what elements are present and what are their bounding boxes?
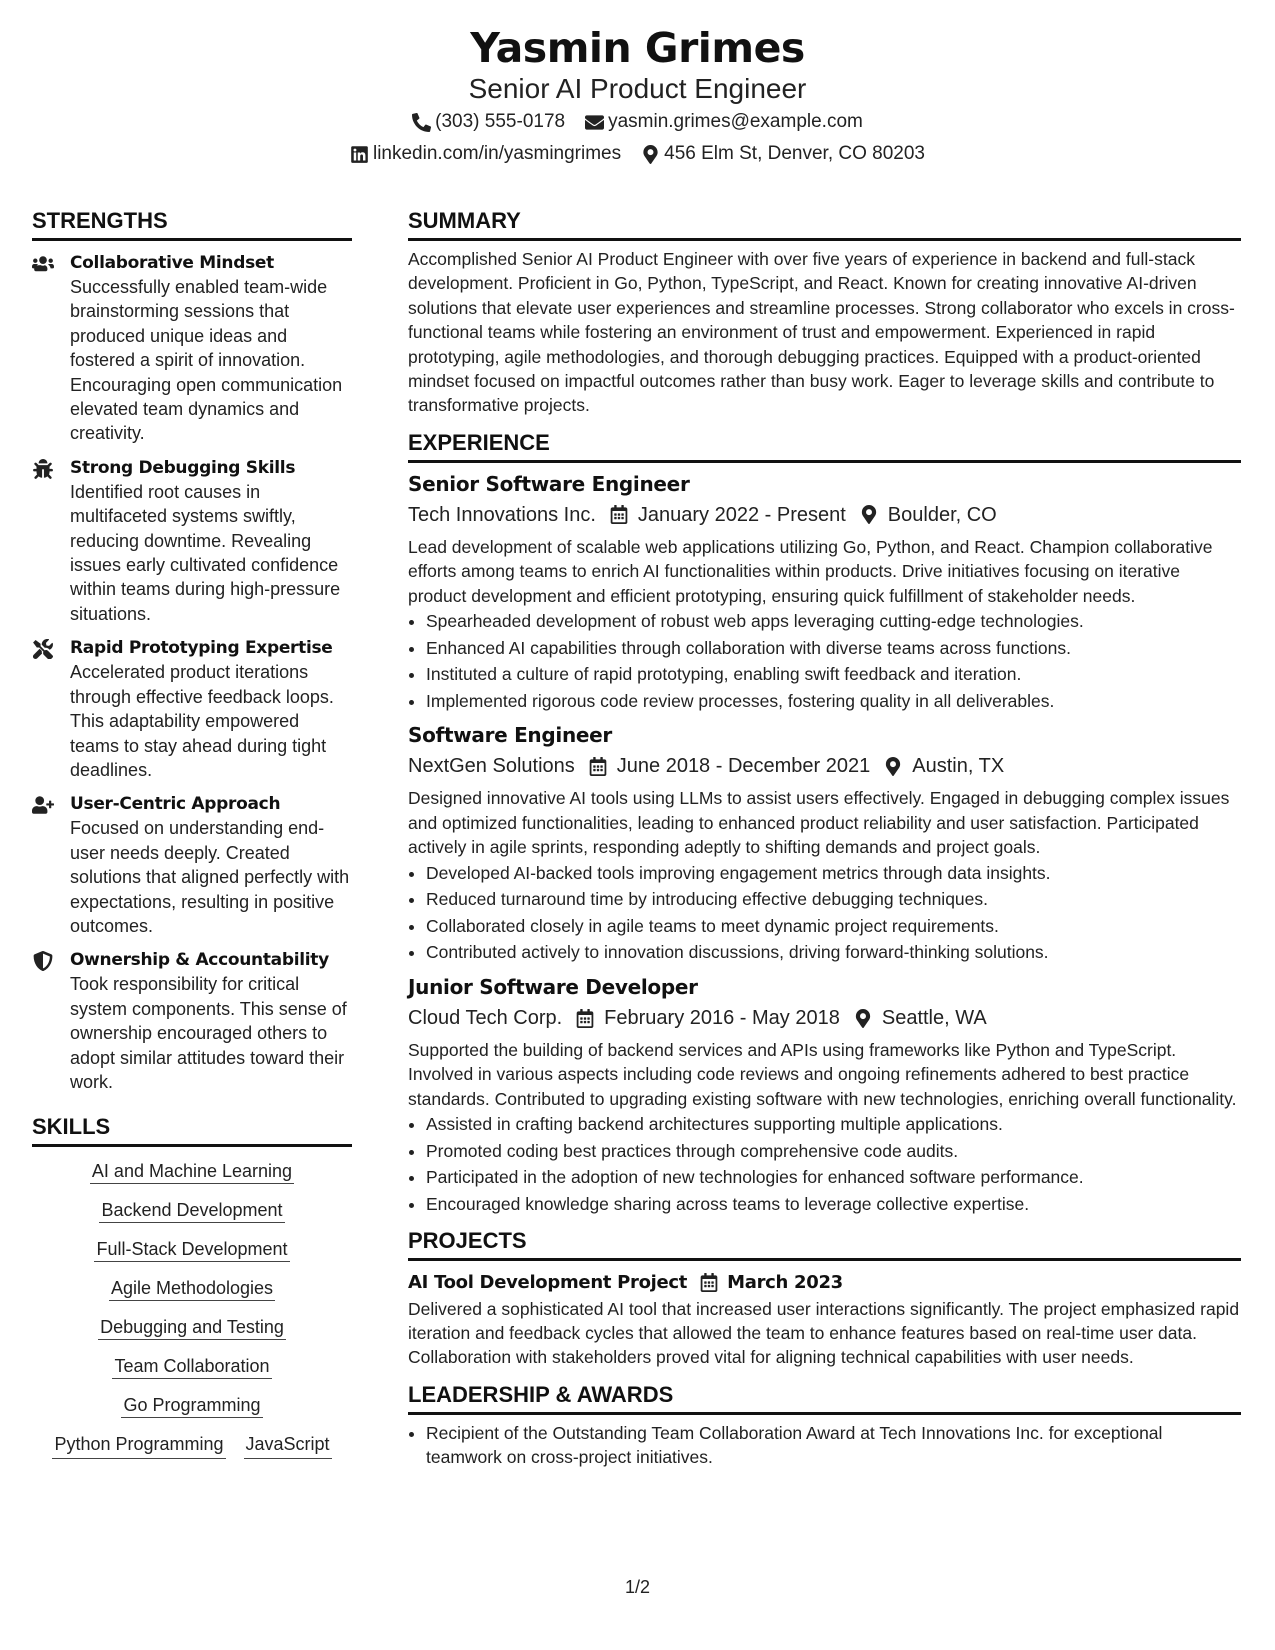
job-meta — [408, 500, 1241, 530]
skill-tag: Agile Methodologies — [109, 1278, 275, 1301]
strength-desc: Accelerated product iterations through effective feedback loops. This adaptability empowered teams to stay ahead during tight deadlines. — [70, 662, 334, 780]
address-contact — [641, 138, 925, 170]
calendar-icon — [610, 505, 628, 524]
candidate-name: Yasmin Grimes — [470, 24, 805, 72]
left-column — [32, 206, 352, 1459]
job-desc: Designed innovative AI tools using LLMs to assist users effectively. Engaged in debugging complex issues and optimized functionalities, leading to enhanced product reliability and user satisfaction. Participated actively in agile sprints, responding adeptly to shifting demands and project goals. — [408, 788, 1230, 858]
phone-contact — [412, 106, 565, 138]
contact-row-1 — [0, 106, 1275, 138]
bullet-item: • Reduced turnaround time by introducing effective debugging techniques. — [426, 886, 1241, 913]
envelope-icon — [585, 113, 604, 132]
email-contact[interactable] — [585, 106, 863, 138]
strength-desc: Identified root causes in multifaceted systems swiftly, reducing downtime. Revealing issues early cultivated confidence within teams during high-pressure situations. — [70, 481, 341, 624]
summary-text: Accomplished Senior AI Product Engineer with over five years of experience in backend and full-stack development. Proficient in Go, Python, TypeScript, and React. Known for creating innovative AI-driven solutions that elevate user experiences and streamline processes. Strong collaborator who excels in cross-functional teams while fostering an environment of trust and empowerment. Experienced in rapid prototyping, agile methodologies, and thorough debugging practices. Equipped with a product-oriented mindset focused on impactful outcomes rather than busy work. Eager to leverage skills and contribute to transformative projects. — [408, 249, 1235, 416]
bullet-item: • Contributed actively to innovation discussions, driving forward-thinking solutions. — [426, 939, 1241, 966]
linkedin-contact[interactable] — [350, 138, 621, 170]
strength-item — [32, 948, 352, 1094]
linkedin-text: linkedin.com/in/yasmingrimes — [372, 143, 622, 164]
skill-tag: Backend Development — [99, 1200, 284, 1223]
job-title: Software Engineer — [408, 723, 612, 748]
phone-text: (303) 555-0178 — [435, 111, 566, 132]
leadership-bullets — [408, 1421, 1241, 1470]
user-plus-icon — [32, 795, 54, 815]
skills-list — [32, 1159, 352, 1459]
job-entry — [408, 469, 1241, 715]
strength-title: Ownership & Accountability — [70, 950, 329, 971]
job-dates: June 2018 - December 2021 — [616, 755, 871, 778]
map-marker-icon — [641, 145, 660, 164]
strength-item — [32, 251, 352, 446]
bullet-item: • Participated in the adoption of new technologies for enhanced software performance. — [426, 1164, 1241, 1191]
bullet-item: • Recipient of the Outstanding Team Collaboration Award at Tech Innovations Inc. for exceptional teamwork on cross-project initiatives. — [426, 1421, 1241, 1470]
map-marker-icon — [854, 1009, 872, 1028]
job-location: Seattle, WA — [881, 1007, 987, 1030]
address-text: 456 Elm St, Denver, CO 80203 — [664, 143, 926, 164]
email-text: yasmin.grimes@example.com — [608, 111, 863, 132]
page-number: 1/2 — [624, 1577, 651, 1597]
users-icon — [32, 254, 54, 274]
strengths-heading: STRENGTHS — [32, 206, 352, 241]
bug-icon — [32, 459, 54, 479]
skill-tag: JavaScript — [244, 1432, 332, 1459]
bullet-item: • Implemented rigorous code review processes, fostering quality in all deliverables. — [426, 688, 1241, 715]
bullet-item: • Encouraged knowledge sharing across teams to leverage collective expertise. — [426, 1191, 1241, 1218]
calendar-icon — [576, 1009, 594, 1028]
calendar-icon — [589, 757, 607, 776]
strength-desc: Successfully enabled team-wide brainstorming sessions that produced unique ideas and fostered a spirit of innovation. Encouraging open communication elevated team dynamics and creativity. — [70, 277, 343, 444]
experience-heading: EXPERIENCE — [408, 428, 1241, 463]
bullet-item: • Enhanced AI capabilities through collaboration with diverse teams across functions. — [426, 635, 1241, 662]
tools-icon — [32, 639, 54, 659]
bullet-item: • Instituted a culture of rapid prototyping, enabling swift feedback and iteration. — [426, 661, 1241, 688]
bullet-item: • Assisted in crafting backend architectures supporting multiple applications. — [426, 1111, 1241, 1138]
job-location: Boulder, CO — [887, 503, 997, 526]
bullet-item: • Promoted coding best practices through comprehensive code audits. — [426, 1138, 1241, 1165]
bullet-item: • Spearheaded development of robust web apps leveraging cutting-edge technologies. — [426, 608, 1241, 635]
calendar-icon — [700, 1273, 718, 1292]
job-company: Tech Innovations Inc. — [408, 503, 596, 526]
job-entry — [408, 720, 1241, 966]
map-marker-icon — [860, 505, 878, 524]
skills-heading: SKILLS — [32, 1112, 352, 1147]
job-company: Cloud Tech Corp. — [408, 1007, 563, 1030]
strength-desc: Took responsibility for critical system components. This sense of ownership encouraged others to adopt similar attitudes toward their work. — [70, 974, 347, 1092]
strength-item — [32, 456, 352, 626]
summary-heading: SUMMARY — [408, 206, 1241, 241]
job-title: Senior Software Engineer — [408, 471, 690, 496]
job-bullets — [408, 1111, 1241, 1217]
strength-item — [32, 792, 352, 938]
phone-icon — [412, 113, 431, 132]
strength-desc: Focused on understanding end-user needs deeply. Created solutions that aligned perfectly with expectations, resulting in positive outcomes. — [70, 818, 350, 936]
leadership-heading: LEADERSHIP & AWARDS — [408, 1380, 1241, 1415]
job-desc: Lead development of scalable web applications utilizing Go, Python, and React. Champion collaborative efforts among teams to enrich AI functionalities within products. Drive initiatives focusing on iterative product development and efficient prototyping, ensuring quick fulfillment of stakeholder needs. — [408, 536, 1213, 606]
contact-row-2 — [0, 138, 1275, 170]
skill-tag: Team Collaboration — [112, 1356, 271, 1379]
job-bullets — [408, 608, 1241, 714]
job-location: Austin, TX — [912, 755, 1005, 778]
skill-tag: Debugging and Testing — [98, 1317, 286, 1340]
bullet-item: • Developed AI-backed tools improving engagement metrics through data insights. — [426, 860, 1241, 887]
map-marker-icon — [884, 757, 902, 776]
resume-header — [0, 22, 1275, 170]
job-entry — [408, 972, 1241, 1218]
candidate-title: Senior AI Product Engineer — [468, 73, 807, 104]
projects-heading: PROJECTS — [408, 1226, 1241, 1261]
strength-item — [32, 636, 352, 782]
project-header — [408, 1269, 1241, 1297]
skill-tag: Full-Stack Development — [94, 1239, 289, 1262]
skill-tag: Go Programming — [121, 1395, 262, 1418]
shield-icon — [32, 951, 54, 971]
job-bullets — [408, 860, 1241, 966]
job-dates: January 2022 - Present — [637, 503, 846, 526]
skill-tag: Python Programming — [52, 1432, 225, 1459]
strength-title: Collaborative Mindset — [70, 253, 274, 273]
strength-title: Strong Debugging Skills — [70, 457, 296, 478]
job-meta — [408, 751, 1241, 781]
project-desc: Delivered a sophisticated AI tool that increased user interactions significantly. The project emphasized rapid iteration and feedback cycles that allowed the team to enhance features based on real-time user data. Collaboration with stakeholders proved vital for aligning technical capabilities with user needs. — [408, 1298, 1240, 1368]
right-column — [408, 206, 1241, 1470]
job-company: NextGen Solutions — [408, 755, 575, 778]
job-meta — [408, 1003, 1241, 1033]
bullet-item: • Collaborated closely in agile teams to meet dynamic project requirements. — [426, 913, 1241, 940]
project-title: AI Tool Development Project — [408, 1271, 688, 1293]
strength-title: Rapid Prototyping Expertise — [70, 638, 333, 659]
job-desc: Supported the building of backend services and APIs using frameworks like Python and TypeScript. Involved in various aspects including code reviews and ongoing refinements adhered to best practice standards. Contributed to upgrading existing software with new technologies, enriching overall functionality. — [408, 1040, 1237, 1109]
strength-title: User-Centric Approach — [70, 794, 281, 815]
project-date: March 2023 — [727, 1271, 843, 1293]
linkedin-icon — [350, 145, 369, 164]
job-dates: February 2016 - May 2018 — [604, 1007, 840, 1030]
job-title: Junior Software Developer — [408, 975, 698, 1000]
skill-tag: AI and Machine Learning — [90, 1161, 294, 1184]
